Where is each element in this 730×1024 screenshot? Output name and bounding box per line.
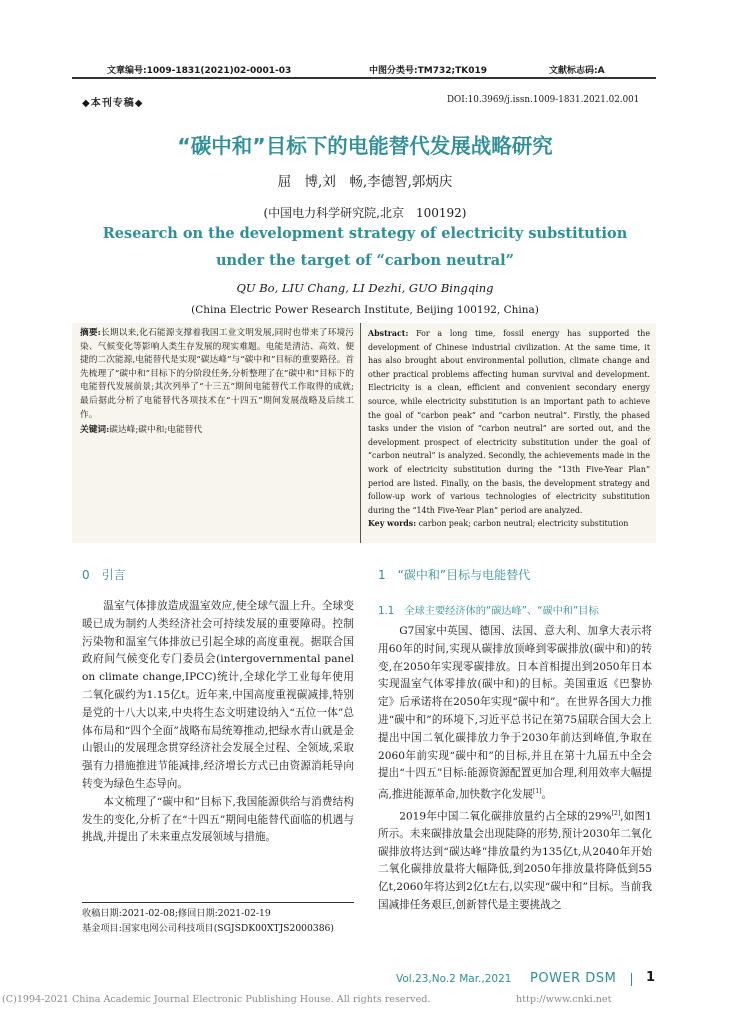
document-code: 文献标志码:A	[549, 66, 605, 76]
keywords-en-label: Key words:	[368, 519, 417, 529]
abstract-divider	[360, 323, 361, 543]
abstract-cn-text: 长期以来,化石能源支撑着我国工业文明发展,同时也带来了环境污染、气候变化等影响人类生存发展的现实难题。电能是清洁、高效、便捷的二次能源,电能替代是实现“碳达峰”与“碳中和”目标的重要路径。首先梳理了“碳中和”目标下的分阶段任务,分析整理了在“碳中和”目标下的电能替代发展前景;其次列举了“十三五”期间电能替代工作取得的成就;最后据此分析了电能替代各项技术在“十四五”期间发展战略及后续工作。	[80, 328, 354, 420]
section-1-paragraph-1-end: 。	[541, 788, 553, 801]
title-cn: “碳中和”目标下的电能替代发展战略研究	[177, 134, 553, 158]
abstract-cn	[80, 327, 354, 438]
intro-paragraph-2: 本文梳理了“碳中和”目标下,我国能源供给与消费结构发生的变化,分析了在“十四五”期间电能替代面临的机遇与挑战,并提出了未来重点发展领域与措施。	[82, 795, 354, 844]
keywords-cn-label: 关键词:	[80, 425, 110, 436]
footnote	[82, 906, 358, 936]
issue-info: Vol.23,No.2 Mar.,2021	[396, 973, 512, 985]
authors-cn: 屈 博,刘 畅,李德智,郭炳庆	[277, 174, 453, 190]
footnote-rule	[82, 902, 354, 903]
left-column-body	[82, 598, 354, 847]
doi: DOI:10.3969/j.issn.1009-1831.2021.02.001	[447, 95, 640, 105]
intro-paragraph-1: 温室气体排放造成温室效应,使全球气温上升。全球变暖已成为制约人类经济社会可持续发展的重要障碍。控制污染物和温室气体排放已引起全球的高度重视。据联合国政府间气候变化专门委员会(intergovernmental panel on climate change,IPCC)统计,全球化学工业每年使用二氧化碳约为1.15亿t。近年来,中国高度重视碳减排,特别是党的十八大以来,中央将生态文明建设纳入“五位一体”总体布局和“四个全面”战略布局统筹推动,把绿水青山就是金山银山的发展理念贯穿经济社会发展全过程、全领域,采取强有力措施推进节能减排,经济增长方式已由资源消耗导向转变为绿色生态导向。	[82, 600, 354, 790]
citation-1: [1]	[533, 788, 542, 796]
abstract-en	[368, 327, 650, 531]
section-1-heading: 1 “碳中和”目标与电能替代	[378, 568, 531, 582]
section-1-paragraph-2a: 2019年中国二氧化碳排放量约占全球的29%	[399, 810, 612, 823]
column-tag: ◆本刊专稿◆	[82, 98, 144, 109]
copyright: (C)1994-2021 China Academic Journal Electronic Publishing House. All rights reserved.	[2, 994, 431, 1005]
section-1-paragraph-1	[378, 623, 652, 805]
keywords-cn: 碳达峰;碳中和;电能替代	[109, 425, 203, 436]
citation-2: [2]	[611, 809, 621, 817]
section-0-heading: 0 引言	[82, 568, 126, 582]
section-1-paragraph-2b: ,如图1所示。未来碳排放量会出现陡降的形势,预计2030年二氧化碳排放将达到“碳达峰”排放量约为135亿t,从2040年开始二氧化碳排放量将大幅降低,到2050年排放量将降低到55亿t,2060年将达到2亿t左右,以实现“碳中和”目标。当前我国减排任务艰巨,创新替代是主要挑战之	[378, 810, 653, 912]
footer-separator	[631, 973, 632, 986]
abstract-box	[72, 323, 656, 543]
received-dates: 收稿日期:2021-02-08;修回日期:2021-02-19	[82, 908, 271, 919]
section-1-1-heading: 1.1 全球主要经济体的“碳达峰”、“碳中和”目标	[378, 606, 599, 617]
abstract-en-label: Abstract:	[368, 329, 409, 338]
section-1-paragraph-2	[378, 805, 652, 915]
journal-name: POWER DSM	[530, 971, 617, 986]
fund-project: 基金项目:国家电网公司科技项目(SGJSDK00XTJS2000386)	[82, 923, 334, 934]
title-en-line1: Research on the development strategy of electricity substitution	[102, 225, 628, 242]
cnki-url[interactable]: http://www.cnki.net	[516, 994, 612, 1005]
section-1-paragraph-1-text: G7国家中英国、德国、法国、意大利、加拿大表示将用60年的时间,实现从碳排放顶峰到零碳排放(碳中和)的转变,在2050年实现零碳排放。日本首相提出到2050年日本实现温室气体零排放(碳中和)的目标。美国重返《巴黎协定》后承诺将在2050年实现“碳中和”。在世界各国大力推进“碳中和”的环境下,习近平总书记在第75届联合国大会上提出中国二氧化碳排放力争于2030年前达到峰值,争取在2060年前实现“碳中和”的目标,并且在第十九届五中全会提出“十四五”目标:能源资源配置更加合理,利用效率大幅提高,推进能源革命,加快数字化发展	[378, 625, 652, 801]
article-number: 文章编号:1009-1831(2021)02-0001-03	[107, 66, 292, 76]
affiliation-en: (China Electric Power Research Institute, Beijing 100192, China)	[191, 304, 539, 316]
page-number: 1	[646, 970, 656, 985]
authors-en: QU Bo, LIU Chang, LI Dezhi, GUO Bingqing	[236, 281, 494, 295]
clc-number: 中图分类号:TM732;TK019	[369, 66, 487, 76]
right-column-body	[378, 623, 652, 915]
affiliation-cn: (中国电力科学研究院,北京 100192)	[263, 206, 467, 220]
title-en-line2: under the target of “carbon neutral”	[216, 252, 514, 269]
header-rule	[72, 77, 656, 79]
abstract-cn-label: 摘要:	[80, 328, 101, 338]
keywords-en: carbon peak; carbon neutral; electricity substitution	[418, 519, 629, 529]
abstract-en-text: For a long time, fossil energy has supported the development of Chinese industrial civilization. At the same time, it has also brought about environmental pollution, climate change and other practical problems affecting human survival and development. Electricity is a clean, efficient and convenient secondary energy source, while electricity substitution is an important path to achieve the goal of “carbon peak” and “carbon neutral”. Firstly, the phased tasks under the vision of “carbon neutral” are sorted out, and the development prospect of electricity substitution under the goal of “carbon neutral” is analyzed. Secondly, the achievements made in the work of electricity substitution during the “13th Five-Year Plan” period are listed. Finally, on the basis, the development strategy and follow-up work of various technologies of electricity substitution during the “14th Five-Year Plan” period are analyzed.	[368, 329, 650, 515]
